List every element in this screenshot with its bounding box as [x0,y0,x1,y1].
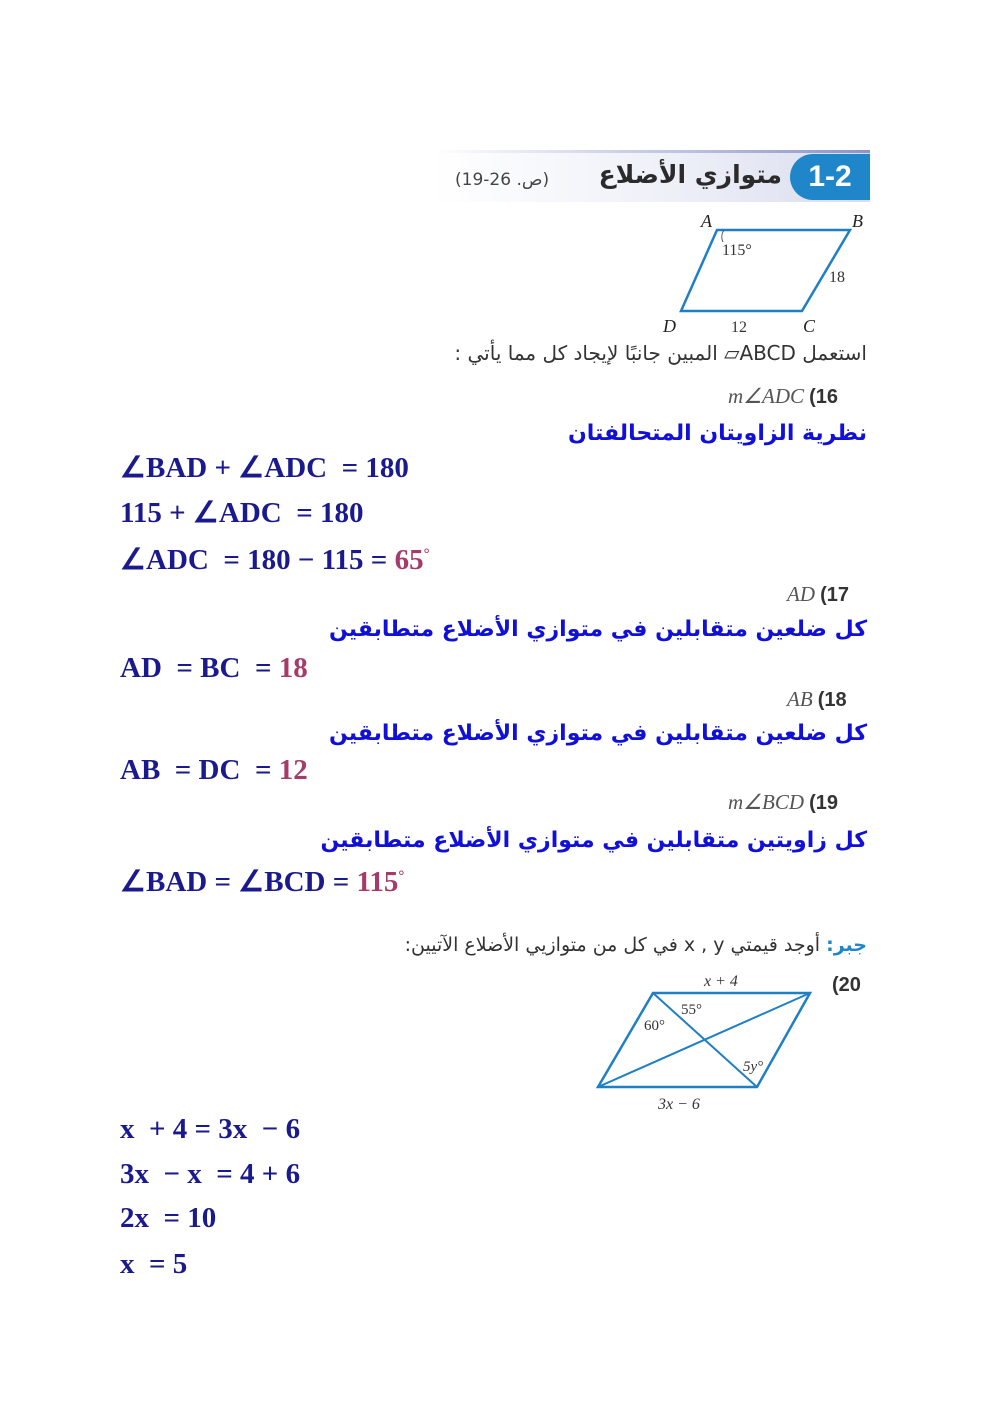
angle-a-label: 115° [722,242,752,259]
q19-line1 [120,864,404,899]
header-rule [433,150,870,153]
vertex-d-label: D [663,316,676,336]
solution20-line3: 2x = 10 [120,1202,217,1234]
lesson-title: متوازي الأضلاع [598,160,782,189]
q18-number: (18 [817,689,847,711]
bottom-side-label: 3x − 6 [658,1096,700,1113]
parallelogram-abcd-figure [640,205,880,340]
q18-answer: 12 [278,754,308,786]
q17-answer: 18 [278,652,308,684]
lesson-pages: (ص. 26-19) [455,170,550,190]
angle-55-label: 55° [681,1002,702,1018]
vertex-a-label: A [701,211,712,231]
q18-reason: كل ضلعين متقابلين في متوازي الأضلاع متطابقين [328,721,867,746]
q16-number: (16 [809,386,838,408]
algebra-prompt-row [405,934,867,956]
q17-line1-expr: AD = BC = [120,652,279,684]
solution20-line1: x + 4 = 3x − 6 [120,1113,301,1145]
q18-line1 [120,754,308,787]
algebra-tag: جبر: [826,934,867,956]
q18-heading [787,687,847,712]
q17-reason: كل ضلعين متقابلين في متوازي الأضلاع متطابقين [328,617,867,642]
q16-answer: 65 [394,544,424,576]
lesson-number-badge: 1-2 [790,154,870,200]
q16-heading [728,384,838,409]
angle-60-label: 60° [644,1018,665,1034]
q16-label: m∠ADC [728,384,804,408]
q19-degree: ° [398,868,405,885]
q16-line3 [120,542,430,577]
side-dc-label: 12 [731,319,747,336]
parallelogram-abcd-shape [681,230,850,311]
q19-reason: كل زاويتين متقابلين في متوازي الأضلاع متطابقين [320,828,867,853]
instruction-text: استعمل ABCD▱ المبين جانبًا لإيجاد كل مما يأتي : [454,341,867,365]
q17-line1 [120,652,308,685]
q20-number: (20 [832,974,861,996]
q17-number: (17 [820,584,849,606]
q16-line1: ∠BAD + ∠ADC = 180 [120,452,409,484]
q16-line2: 115 + ∠ADC = 180 [120,497,364,529]
q19-number: (19 [809,792,838,814]
angle-5y-label: 5y° [743,1059,764,1075]
q19-line1-expr: ∠BAD = ∠BCD = [120,866,357,898]
q19-label: m∠BCD [728,790,804,814]
q18-line1-expr: AB = DC = [120,754,279,786]
solution20-line4: x = 5 [120,1248,188,1280]
q17-label: AD [787,582,815,606]
q16-reason: نظرية الزاويتان المتحالفتان [567,421,867,446]
q17-heading [787,582,849,607]
solution20-line2: 3x − x = 4 + 6 [120,1158,301,1190]
vertex-c-label: C [803,316,816,336]
q18-label: AB [787,687,813,711]
q16-degree: ° [423,546,430,563]
side-bc-label: 18 [829,269,845,286]
q19-answer: 115 [356,866,399,898]
q19-heading [728,790,838,815]
q16-line3-expr: ∠ADC = 180 − 115 = [120,544,395,576]
vertex-b-label: B [852,211,863,231]
algebra-prompt: أوجد قيمتي x , y في كل من متوازيي الأضلاع الآتيين: [404,934,821,956]
top-side-label: x + 4 [704,973,738,990]
parallelogram-xy-figure [588,965,828,1117]
diagonal-bd [598,993,810,1087]
